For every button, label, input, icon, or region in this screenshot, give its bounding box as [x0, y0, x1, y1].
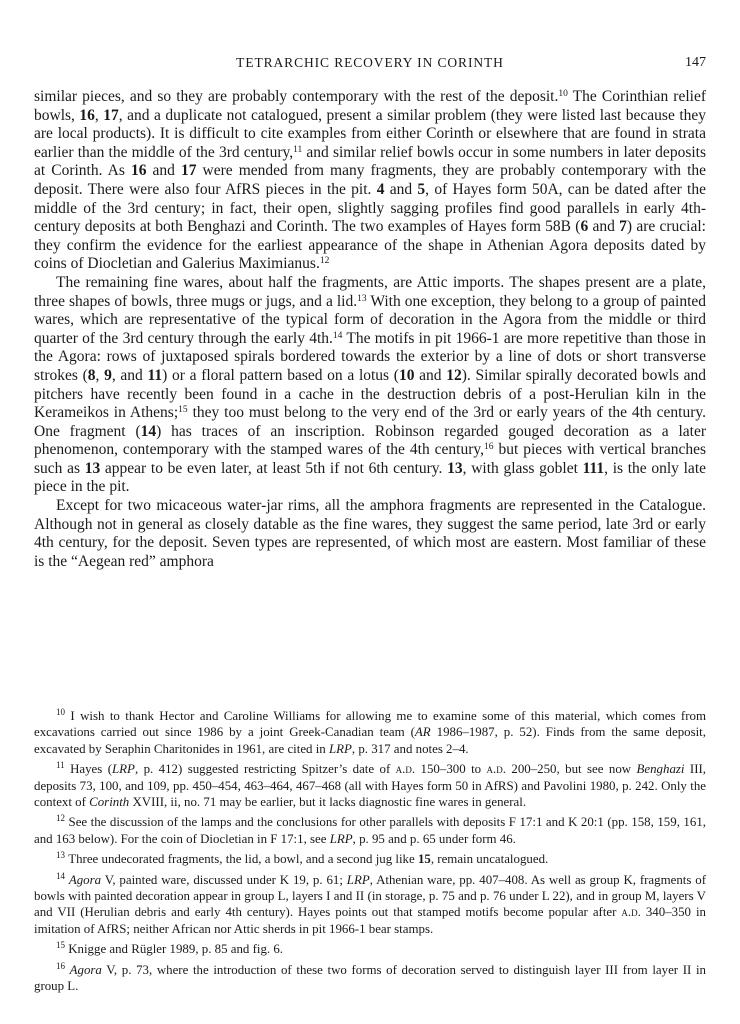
page-number: 147	[685, 55, 706, 70]
body-text	[34, 88, 706, 571]
document-page	[34, 0, 706, 1024]
paragraph-2: The remaining fine wares, about half the fragments, are Attic imports. The shapes present are a plate, three shapes of bowls, three mugs or jugs, and a lid.$^{13}$ With one exception, they belong to a group of painted wares, which are representative of the typical form of decoration in the Agora from the middle or third quarter of the 3rd century through the early 4th.$^{14}$ The motifs in pit 1966-1 are more repetitive than those in the Agora: rows of juxtaposed spirals bordered towards the exterior by a line of dots or short transverse strokes (8, 9, and 11) or a floral pattern based on a lotus (10 and 12). Similar spirally decorated bowls and pitchers have recently been found in a cache in the destruction debris of a post-Herulian kiln in the Kerameikos in Athens;$^{15}$ they too must belong to the very end of the 3rd or early years of the 4th century. One fragment (14) has traces of an inscription. Robinson regarded gouged decoration as a later phenomenon, contemporary with the stamped wares of the 4th century,$^{16}$ but pieces with vertical branches such as 13 appear to be even later, at least 5th if not 6th century. 13, with glass goblet 111, is the only late piece in the pit.	[34, 273, 707, 496]
footnote-12: $^{12}$ See the discussion of the lamps and the conclusions for other parallels with deposits F 17:1 and K 20:1 (pp. 158, 159, 161, and 163 below). For the coin of Diocletian in F 17:1, see LRP, p. 95 and p. 65 under form 46.	[34, 813, 706, 846]
paragraph-1: similar pieces, and so they are probably contemporary with the rest of the deposit.$^{10}$ The Corinthian relief bowls, 16, 17, and a duplicate not catalogued, present a similar problem (they were listed last because they are local products). It is difficult to cite examples from either Corinth or elsewhere that are found in strata earlier than the middle of the 3rd century,$^{11}$ and similar relief bowls occur in some numbers in later deposits at Corinth. As 16 and 17 were mended from many fragments, they are probably contemporary with the deposit. There were also four AfRS pieces in the pit. 4 and 5, of Hayes form 50A, can be dated after the middle of the 3rd century; in fact, their open, slightly sagging profiles find good parallels in early 4th-century deposits at both Benghazi and Corinth. The two examples of Hayes form 58B (6 and 7) are crucial: they confirm the evidence for the earliest appearance of the shape in Athenian Agora deposits dated by coins of Diocletian and Galerius Maximianus.$^{12}$	[34, 88, 707, 273]
paragraph-3: Except for two micaceous water-jar rims, all the amphora fragments are represented in the Catalogue. Although not in general as closely datable as the fine wares, they suggest the same period, late 3rd or early 4th century, for the deposit. Seven types are represented, of which most are eastern. Most familiar of these is the “Aegean red” amphora	[34, 497, 706, 570]
page-header	[34, 55, 706, 75]
footnote-16: $^{16}$ Agora V, p. 73, where the introduction of these two forms of decoration served to distinguish layer III from layer II in group L.	[34, 960, 706, 994]
footnote-15: $^{15}$ Knigge and Rügler 1989, p. 85 and fig. 6.	[56, 940, 284, 957]
footnotes	[34, 708, 706, 999]
footnote-14: $^{14}$ Agora V, painted ware, discussed under K 19, p. 61; LRP, Athenian ware, pp. 407–408. As well as group K, fragments of bowls with painted decoration appear in group L, layers I and II (in storage, p. 75 and p. 76 under L 22), and in group M, layers V and VII (Herulian debris and early 4th century). Hayes points out that stamped motifs become popular after a.d. 340–350 in imitation of AfRS; neither African nor Attic sherds in pit 1966-1 bear stamps.	[34, 870, 706, 936]
footnote-11: $^{11}$ Hayes (LRP, p. 412) suggested restricting Spitzer’s date of a.d. 150–300 to a.d. 200–250, but see now Benghazi III, deposits 73, 100, and 109, pp. 450–454, 463–464, 467–468 (all with Hayes form 50 in AfRS) and Pavolini 1980, p. 242. Only the context of Corinth XVIII, ii, no. 71 may be earlier, but it lacks diagnostic fine wares in general.	[34, 760, 707, 810]
running-head: TETRARCHIC RECOVERY IN CORINTH	[236, 55, 504, 70]
footnote-10: $^{10}$ I wish to thank Hector and Caroline Williams for allowing me to examine some of this material, which comes from excavations carried out since 1986 by a joint Greek-Canadian team (AR 1986–1987, p. 52). Finds from the same deposit, excavated by Seraphin Charitonides in 1961, are cited in LRP, p. 317 and notes 2–4.	[34, 707, 706, 756]
footnote-13: $^{13}$ Three undecorated fragments, the lid, a bowl, and a second jug like 15, remain uncatalogued.	[56, 850, 549, 867]
